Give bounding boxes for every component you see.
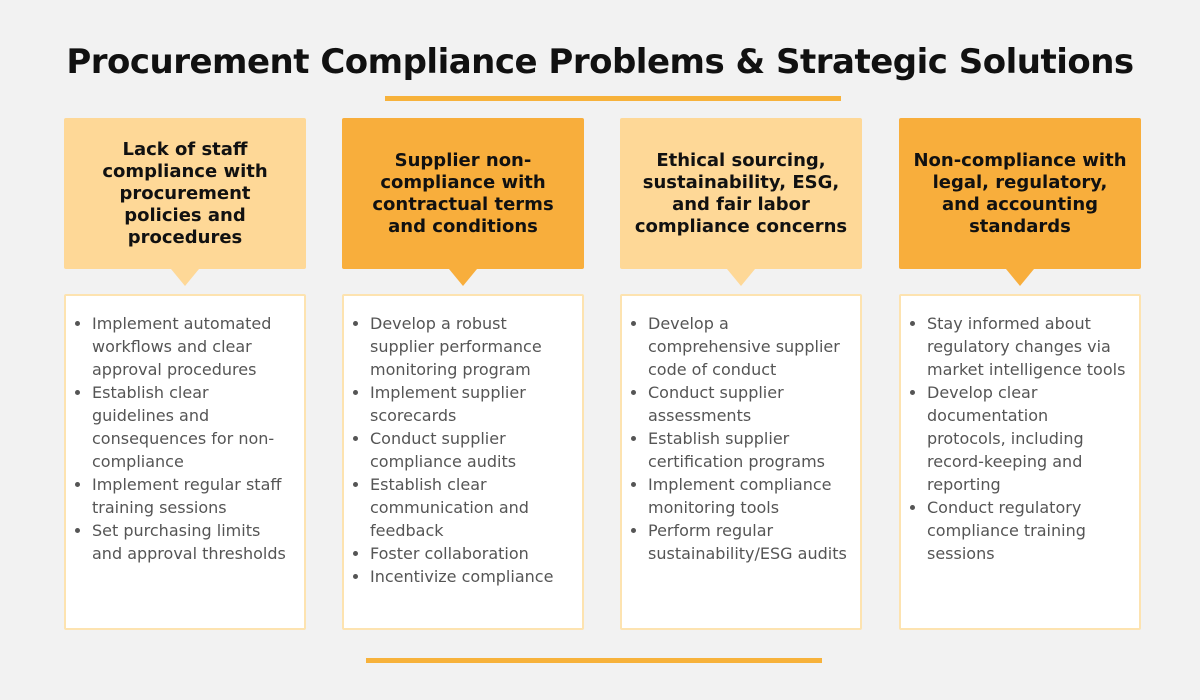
problem-label: Ethical sourcing, sustainability, ESG, and fair labor compliance concerns: [634, 149, 848, 237]
list-item: • Implement compliance monitoring tools: [648, 473, 850, 519]
page-title: Procurement Compliance Problems & Strategic Solutions: [66, 42, 1134, 82]
list-item: • Incentivize compliance: [370, 565, 572, 588]
column-staff-compliance: [64, 118, 306, 563]
bottom-rule: [366, 658, 822, 663]
solutions-list: [909, 312, 1129, 565]
problem-card: [64, 118, 306, 269]
column-legal-regulatory: [899, 118, 1141, 563]
list-item: • Implement supplier scorecards: [370, 381, 572, 427]
solutions-list: [352, 312, 572, 588]
list-item: • Conduct supplier assessments: [648, 381, 850, 427]
list-item: • Develop a robust supplier performance monitoring program: [370, 312, 572, 381]
arrow-down-icon: [727, 269, 755, 286]
problem-label: Supplier non-compliance with contractual terms and conditions: [372, 149, 554, 237]
solutions-card: [64, 294, 306, 630]
list-item: • Develop clear documentation protocols, including record-keeping and reporting: [927, 381, 1129, 496]
problem-label: Lack of staff compliance with procurement policies and procedures: [102, 138, 268, 248]
arrow-down-icon: [1006, 269, 1034, 286]
list-item: • Foster collaboration: [370, 542, 572, 565]
list-item: • Set purchasing limits and approval thresholds: [92, 519, 294, 565]
arrow-down-icon: [449, 269, 477, 286]
list-item: • Implement regular staff training sessions: [92, 473, 294, 519]
solutions-list: [630, 312, 850, 565]
list-item: • Develop a comprehensive supplier code of conduct: [648, 312, 850, 381]
list-item: • Establish clear guidelines and consequences for non-compliance: [92, 381, 294, 473]
list-item: • Conduct regulatory compliance training sessions: [927, 496, 1129, 565]
list-item: • Perform regular sustainability/ESG audits: [648, 519, 850, 565]
list-item: • Establish clear communication and feedback: [370, 473, 572, 542]
list-item: • Conduct supplier compliance audits: [370, 427, 572, 473]
problem-card: [620, 118, 862, 269]
column-ethical-sourcing: [620, 118, 862, 563]
arrow-down-icon: [171, 269, 199, 286]
list-item: • Establish supplier certification programs: [648, 427, 850, 473]
title-underline: [385, 96, 841, 101]
problem-card: [342, 118, 584, 269]
list-item: • Implement automated workflows and clear approval procedures: [92, 312, 294, 381]
solutions-list: [74, 312, 294, 565]
list-item: • Stay informed about regulatory changes via market intelligence tools: [927, 312, 1129, 381]
solutions-card: [899, 294, 1141, 630]
solutions-card: [620, 294, 862, 630]
column-supplier-compliance: [342, 118, 584, 586]
problem-card: [899, 118, 1141, 269]
solutions-card: [342, 294, 584, 630]
problem-label: Non-compliance with legal, regulatory, and accounting standards: [913, 149, 1127, 237]
